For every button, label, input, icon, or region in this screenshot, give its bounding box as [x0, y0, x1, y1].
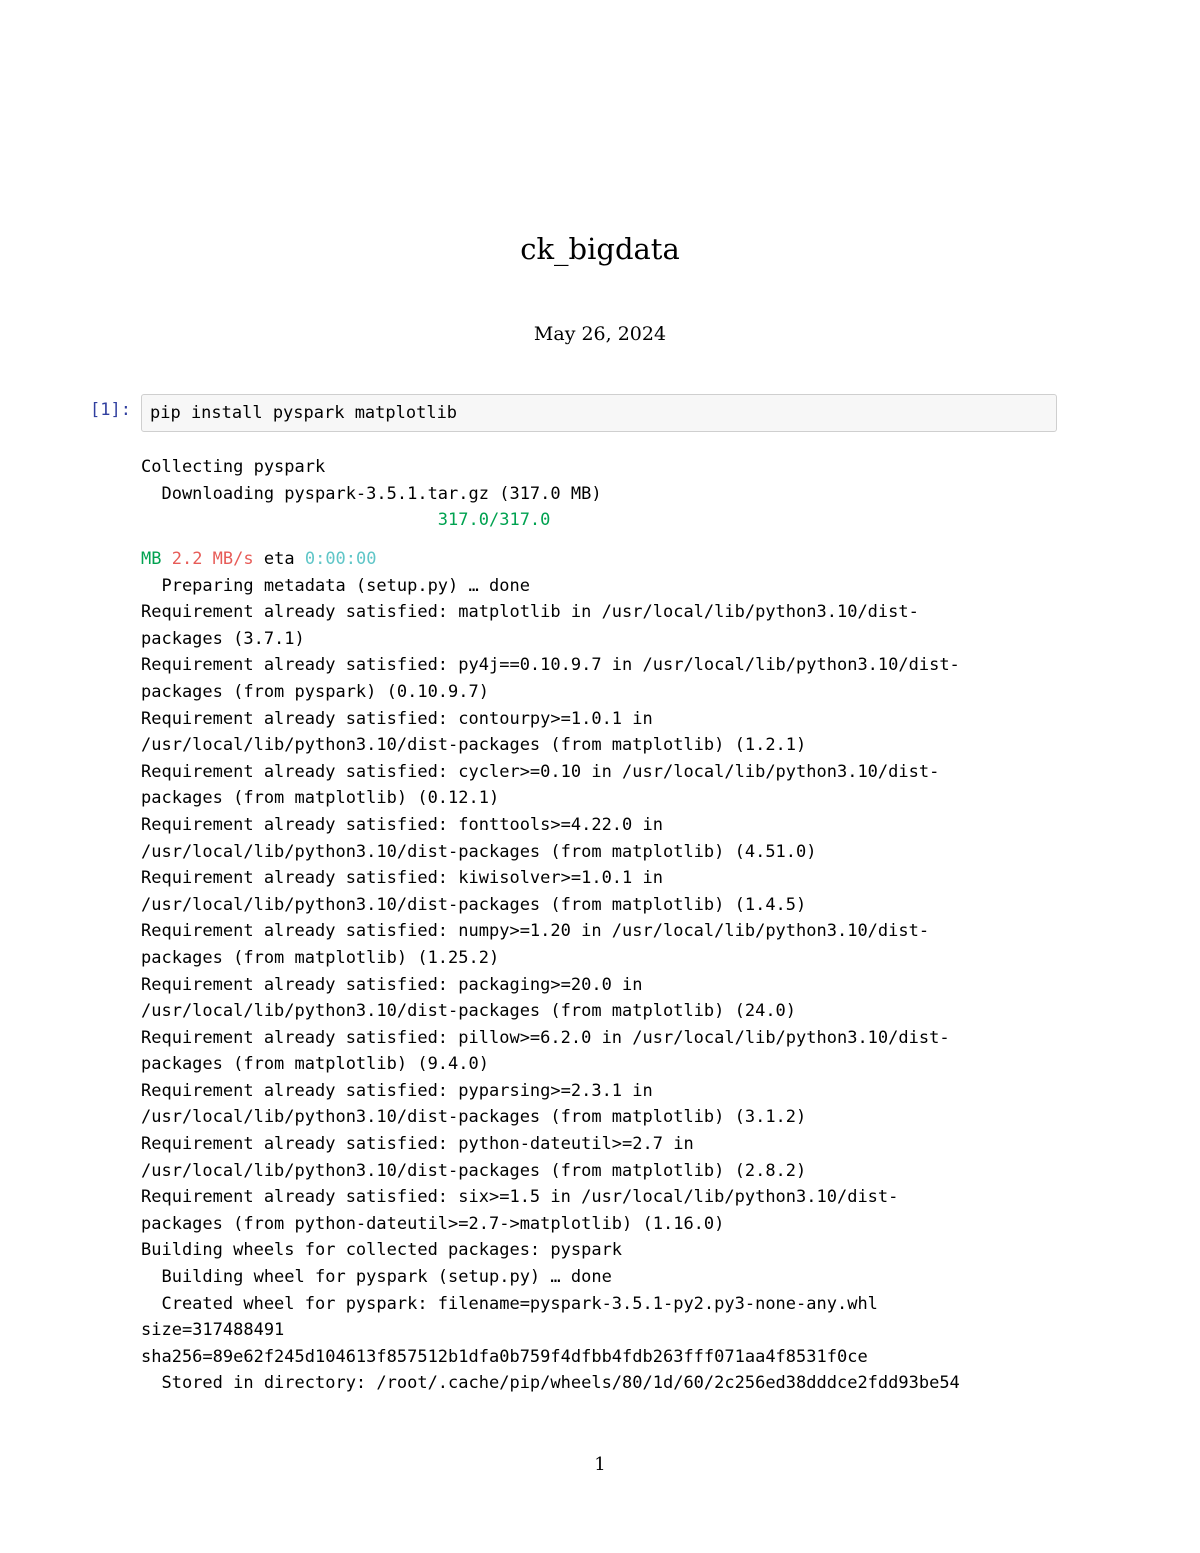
output-line: sha256=89e62f245d104613f857512b1dfa0b759f4dfbb4fdb263fff071aa4f8531f0ce	[141, 1346, 868, 1367]
output-line: Stored in directory: /root/.cache/pip/wheels/80/1d/60/2c256ed38dddce2fdd93be54	[141, 1373, 960, 1394]
output-line: packages (from python-dateutil>=2.7->matplotlib) (1.16.0)	[141, 1213, 725, 1234]
output-line: Requirement already satisfied: pillow>=6.2.0 in /usr/local/lib/python3.10/dist-	[141, 1027, 950, 1048]
output-line: Requirement already satisfied: contourpy>=1.0.1 in	[141, 708, 653, 729]
output-line-collecting: Collecting pyspark	[141, 457, 326, 477]
output-line: Requirement already satisfied: kiwisolver>=1.0.1 in	[141, 868, 663, 889]
output-line: Requirement already satisfied: cycler>=0.10 in /usr/local/lib/python3.10/dist-	[141, 761, 940, 782]
output-line: Requirement already satisfied: packaging>=20.0 in	[141, 974, 643, 995]
output-line: /usr/local/lib/python3.10/dist-packages (from matplotlib) (2.8.2)	[141, 1160, 807, 1181]
notebook-title: ck_bigdata	[520, 232, 680, 266]
progress-unit: MB	[141, 549, 162, 569]
output-line: size=317488491	[141, 1320, 285, 1341]
code-cell-input[interactable]	[141, 394, 1057, 432]
output-line: Requirement already satisfied: matplotlib in /usr/local/lib/python3.10/dist-	[141, 602, 919, 623]
cell-output-download	[141, 454, 602, 534]
output-line: Created wheel for pyspark: filename=pyspark-3.5.1-py2.py3-none-any.whl	[141, 1293, 878, 1314]
output-line: packages (from matplotlib) (1.25.2)	[141, 947, 500, 968]
progress-size: 317.0/317.0	[141, 510, 551, 531]
page-number: 1	[594, 1454, 606, 1475]
output-line: /usr/local/lib/python3.10/dist-packages (from matplotlib) (4.51.0)	[141, 841, 817, 862]
progress-speed: 2.2 MB/s	[171, 549, 254, 569]
output-line-downloading: Downloading pyspark-3.5.1.tar.gz (317.0 MB)	[141, 483, 602, 504]
output-line: packages (from pyspark) (0.10.9.7)	[141, 681, 489, 702]
cell-output-log	[141, 546, 960, 1397]
code-text: pip install pyspark matplotlib	[150, 403, 458, 423]
output-line: Requirement already satisfied: six>=1.5 in /usr/local/lib/python3.10/dist-	[141, 1187, 899, 1208]
output-line: /usr/local/lib/python3.10/dist-packages (from matplotlib) (24.0)	[141, 1001, 797, 1022]
output-line: Building wheels for collected packages: pyspark	[141, 1240, 623, 1261]
output-line: Requirement already satisfied: py4j==0.10.9.7 in /usr/local/lib/python3.10/dist-	[141, 655, 960, 676]
output-line: /usr/local/lib/python3.10/dist-packages (from matplotlib) (3.1.2)	[141, 1107, 807, 1128]
output-line: packages (3.7.1)	[141, 628, 305, 649]
cell-prompt: [1]:	[90, 400, 131, 420]
output-line: Requirement already satisfied: fonttools>=4.22.0 in	[141, 814, 663, 835]
output-line: Requirement already satisfied: python-dateutil>=2.7 in	[141, 1134, 694, 1155]
output-line: packages (from matplotlib) (0.12.1)	[141, 788, 500, 809]
progress-eta-label: eta	[263, 549, 295, 569]
output-line: /usr/local/lib/python3.10/dist-packages (from matplotlib) (1.2.1)	[141, 735, 807, 756]
output-line: packages (from matplotlib) (9.4.0)	[141, 1054, 489, 1075]
output-line: Building wheel for pyspark (setup.py) … done	[141, 1267, 612, 1288]
progress-eta: 0:00:00	[304, 549, 377, 569]
notebook-date: May 26, 2024	[533, 323, 667, 345]
output-line: Preparing metadata (setup.py) … done	[141, 575, 530, 596]
output-line: Requirement already satisfied: pyparsing>=2.3.1 in	[141, 1080, 653, 1101]
output-line: /usr/local/lib/python3.10/dist-packages (from matplotlib) (1.4.5)	[141, 894, 807, 915]
output-line: Requirement already satisfied: numpy>=1.20 in /usr/local/lib/python3.10/dist-	[141, 921, 930, 942]
